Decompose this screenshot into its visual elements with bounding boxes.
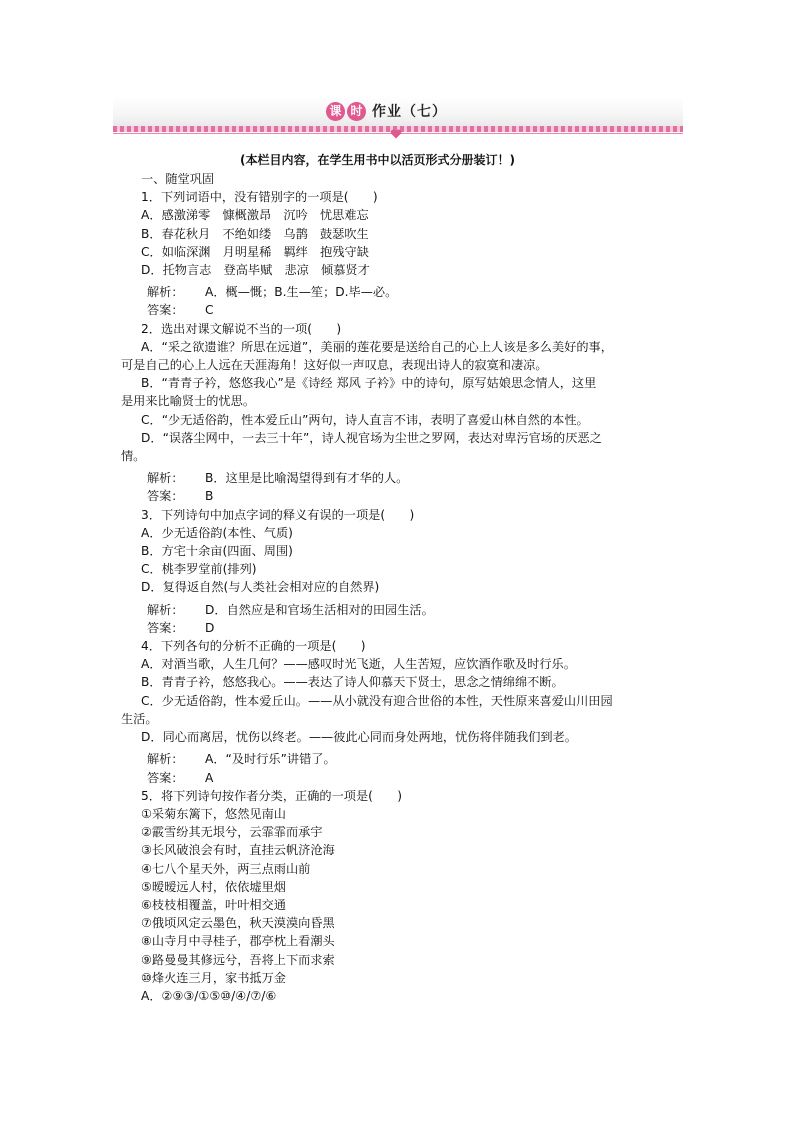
page-title: 作业（七）	[372, 104, 447, 120]
header-badge-ke: 课	[326, 102, 345, 121]
binding-notice: (本栏目内容，在学生用书中以活页形式分册装订！)	[240, 153, 515, 167]
question-5-stem: 5．将下列诗句按作者分类，正确的一项是( )	[141, 788, 403, 803]
answer-text: B	[205, 489, 214, 504]
question-5-item: ④七八个星天外，两三点雨山前	[141, 861, 311, 876]
question-4-option-c-line-2: 生活。	[121, 711, 158, 726]
question-5-item: ⑦俄顷风定云墨色，秋天漠漠向昏黑	[141, 916, 335, 931]
question-3-option-b: B．方宅十余亩(四面、周围)	[141, 544, 293, 559]
question-4-answer	[141, 769, 694, 787]
answer-text: D	[205, 620, 215, 635]
question-4-option-b: B．青青子衿，悠悠我心。——表达了诗人仰慕天下贤士，思念之情绵绵不断。	[141, 675, 564, 690]
question-2-option-a-line-2: 可是自己的心上人远在天涯海角！这好似一声叹息，表现出诗人的寂寞和凄凉。	[121, 358, 548, 373]
analysis-label: 解析：	[147, 285, 184, 300]
question-5-option-a: A．②⑨③/①⑤⑩/④/⑦/⑥	[141, 988, 277, 1003]
question-5-item: ②霰雪纷其无垠兮，云霏霏而承宇	[141, 825, 323, 840]
worksheet-body	[121, 170, 694, 1005]
question-3-option-d: D．复得返自然(与人类社会相对应的自然界)	[141, 580, 380, 595]
question-3-answer	[141, 619, 694, 637]
analysis-text: A．“及时行乐”讲错了。	[205, 752, 336, 767]
answer-label: 答案：	[147, 303, 184, 318]
analysis-text: D．自然应是和官场生活相对的田园生活。	[205, 602, 434, 617]
answer-label: 答案：	[147, 489, 184, 504]
question-1-option-a: A．感激涕零 慷概激昂 沉吟 忧思难忘	[141, 208, 369, 223]
question-3-option-a: A．少无适俗韵(本性、气质)	[141, 525, 293, 540]
analysis-label: 解析：	[147, 471, 184, 486]
question-3-option-c: C．桃李罗堂前(排列)	[141, 562, 257, 577]
question-1-option-b: B．春花秋月 不绝如缕 乌鹊 鼓瑟吹生	[141, 226, 369, 241]
question-2-option-d-line-2: 情。	[121, 449, 146, 464]
analysis-label: 解析：	[147, 602, 184, 617]
answer-label: 答案：	[147, 770, 184, 785]
section-heading: 一、随堂巩固	[141, 172, 215, 186]
question-5-item: ⑧山寺月中寻桂子，郡亭枕上看潮头	[141, 934, 335, 949]
question-3-analysis	[141, 601, 694, 619]
answer-text: A	[205, 770, 214, 785]
heart-icon	[390, 129, 402, 139]
question-2-option-c: C．“少无适俗韵，性本爱丘山”两句，诗人直言不讳，表明了喜爱山林自然的本性。	[141, 412, 589, 427]
question-4-stem: 4．下列各句的分析不正确的一项是( )	[141, 639, 366, 654]
question-2-option-b-line-1: B．“青青子衿，悠悠我心”是《诗经 郑风 子衿》中的诗句，原写姑娘思念情人，这里	[141, 376, 597, 391]
question-4-analysis	[141, 750, 694, 768]
question-5-item: ⑤暧暧远人村，依依墟里烟	[141, 879, 286, 894]
answer-label: 答案：	[147, 620, 184, 635]
question-4-option-c-line-1: C．少无适俗韵，性本爱丘山。——从小就没有迎合世俗的本性，天性原来喜爱山川田园	[141, 693, 613, 708]
header-badge-shi: 时	[347, 102, 366, 121]
question-2-option-a-line-1: A．“采之欲遗谁？所思在远道”，美丽的莲花要是送给自己的心上人该是多么美好的事，	[141, 339, 613, 354]
answer-text: C	[205, 303, 214, 318]
question-5-item: ①采菊东篱下，悠然见南山	[141, 806, 286, 821]
question-5-item: ⑥枝枝相覆盖，叶叶相交通	[141, 897, 286, 912]
question-1-option-c: C．如临深渊 月明星稀 羁绊 抱残守缺	[141, 244, 369, 259]
question-2-option-b-line-2: 是用来比喻贤士的忧思。	[121, 394, 256, 409]
question-2-analysis	[141, 469, 694, 487]
question-5-item: ⑨路曼曼其修远兮，吾将上下而求索	[141, 952, 335, 967]
question-2-option-d-line-1: D．“误落尘网中，一去三十年”，诗人视官场为尘世之罗网，表达对卑污官场的厌恶之	[141, 430, 602, 445]
question-1-answer	[141, 301, 694, 319]
question-1-analysis	[141, 283, 694, 301]
analysis-label: 解析：	[147, 752, 184, 767]
question-5-item: ⑩烽火连三月，家书抵万金	[141, 970, 286, 985]
analysis-text: B．这里是比喻渴望得到有才华的人。	[205, 471, 409, 486]
page-header	[113, 96, 683, 142]
question-5-item: ③长风破浪会有时，直挂云帆济沧海	[141, 843, 335, 858]
question-2-answer	[141, 487, 694, 505]
question-4-option-a: A．对酒当歌，人生几何？——感叹时光飞逝，人生苦短，应饮酒作歌及时行乐。	[141, 657, 576, 672]
question-4-option-d: D．同心而离居，忧伤以终老。——彼此心同而身处两地，忧伤将伴随我们到老。	[141, 730, 577, 745]
analysis-text: A．概—慨；B.生—笙；D.毕—必。	[205, 285, 398, 300]
question-2-stem: 2．选出对课文解说不当的一项( )	[141, 321, 342, 336]
question-1-option-d: D．托物言志 登高毕赋 悲凉 倾慕贤才	[141, 263, 370, 278]
question-3-stem: 3．下列诗句中加点字词的释义有误的一项是( )	[141, 507, 415, 522]
question-1-stem: 1．下列词语中，没有错别字的一项是( )	[141, 190, 378, 205]
